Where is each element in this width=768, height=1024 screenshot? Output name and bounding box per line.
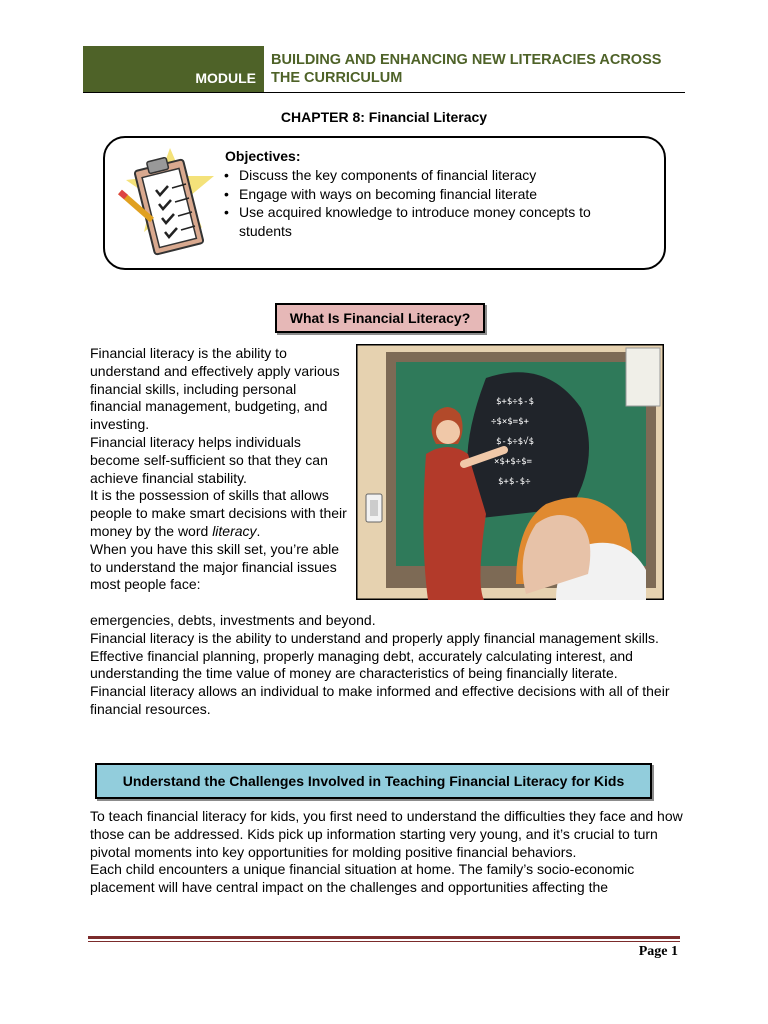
- module-title-line1: BUILDING AND ENHANCING NEW LITERACIES ACROSS: [271, 52, 662, 68]
- svg-text:$-$÷$√$: $-$÷$√$: [496, 437, 534, 447]
- chapter-title: CHAPTER 8: Financial Literacy: [280, 109, 488, 125]
- objective-item: • Discuss the key components of financial literacy: [222, 166, 642, 185]
- section1-narrow-text: [90, 345, 350, 594]
- svg-text:×$+$÷$=: ×$+$÷$=: [494, 457, 532, 467]
- module-title: [271, 51, 691, 87]
- section1-full-text: [90, 612, 685, 719]
- objective-item: • Use acquired knowledge to introduce money concepts to students: [222, 203, 642, 240]
- module-label: MODULE: [195, 70, 256, 86]
- section-heading-challenges: Understand the Challenges Involved in Teaching Financial Literacy for Kids: [95, 763, 652, 799]
- section-heading-what-is-financial-literacy: What Is Financial Literacy?: [275, 303, 485, 333]
- paragraph: [90, 487, 350, 540]
- period: .: [256, 522, 261, 539]
- objective-item: • Engage with ways on becoming financial literate: [222, 185, 642, 204]
- paragraph: When you have this skill set, you’re able to understand the major financial issues most people face:: [90, 540, 340, 593]
- svg-text:÷$×$=$+: ÷$×$=$+: [491, 417, 529, 427]
- paragraph: emergencies, debts, investments and beyond.: [90, 612, 376, 628]
- paragraph-text: It is the possession of skills that allows people to make smart decisions with their money by the word: [90, 487, 347, 539]
- svg-text:$+$÷$-$: $+$÷$-$: [496, 397, 534, 407]
- paragraph: Financial literacy is the ability to understand and properly apply financial management skills. Effective financial planning, properly managing debt, accurately calculating interest, and understanding the time value of money are characteristics of being financially literate.: [90, 629, 659, 682]
- objectives-list: [222, 166, 642, 240]
- header-divider: [83, 92, 685, 93]
- footer-divider-thick: [88, 936, 680, 939]
- teacher-chalkboard-illustration: [356, 344, 664, 600]
- emphasis-literacy: literacy: [212, 522, 257, 539]
- paragraph: To teach financial literacy for kids, you first need to understand the difficulties they face and how those can be addressed. Kids pick up information starting very young, and it’s crucial to turn pivotal moments into key opportunities for molding positive financial behaviors.: [90, 808, 683, 860]
- clipboard-icon: [112, 146, 217, 264]
- page-number: Page 1: [638, 944, 678, 959]
- paragraph: Financial literacy helps individuals become self-sufficient so that they can achieve financial stability.: [90, 433, 328, 486]
- paragraph: Each child encounters a unique financial situation at home. The family’s socio-economic placement will have central impact on the challenges and opportunities affecting the: [90, 861, 635, 896]
- module-title-line2: THE CURRICULUM: [271, 70, 403, 86]
- section2-text: [90, 808, 685, 897]
- svg-text:$+$-$÷: $+$-$÷: [498, 477, 531, 487]
- paragraph: Financial literacy is the ability to understand and effectively apply various financial skills, including personal financial management, budgeting, and investing.: [90, 345, 340, 433]
- paragraph: Financial literacy allows an individual to make informed and effective decisions with all of their financial resources.: [90, 683, 670, 717]
- footer-divider-thin: [88, 941, 680, 942]
- objectives-heading: Objectives:: [225, 148, 301, 164]
- module-header-box: [83, 46, 264, 92]
